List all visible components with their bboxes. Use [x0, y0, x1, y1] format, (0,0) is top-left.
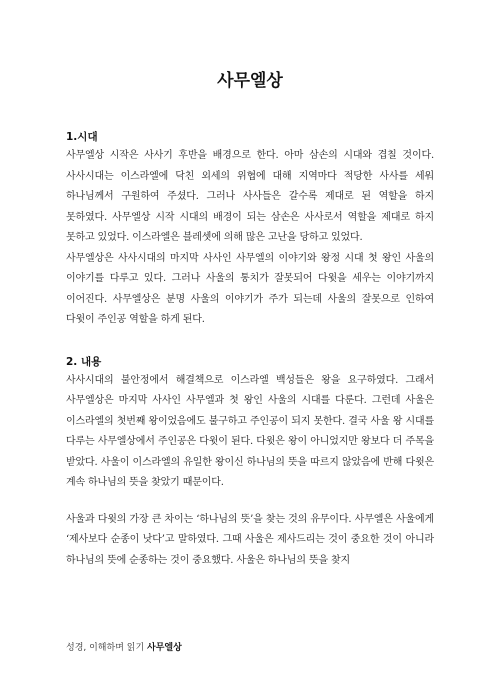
paragraph: 사무엘상 시작은 사사기 후반을 배경으로 한다. 아마 삼손의 시대와 겹칠 것이다. 사사시대는 이스라엘에 닥친 외세의 위협에 대해 지역마다 적당한 사사를 세워 하나님께서 구원하여 주셨다. 그러나 사사들은 갈수록 제대로 된 역할을 하지 못하였다. 사무엘상 시작 시대의 배경이 되는 삼손은 사사로서 역할을 제대로 하지 못하고 있었다. 이스라엘은 블레셋에 의해 많은 고난을 당하고 있었다.: [66, 150, 434, 243]
page-footer: [66, 640, 182, 653]
document-body: [66, 128, 434, 571]
footer-series-title: 성경, 이해하며 읽기: [66, 643, 145, 653]
footer-book-title: 사무엘상: [147, 643, 182, 653]
paragraph-spacer: [66, 494, 434, 510]
section-heading-era: 1.시대: [66, 131, 98, 143]
section-heading-content: 2. 내용: [66, 355, 102, 368]
paragraph: 사사시대의 불안정에서 해결책으로 이스라엘 백성들은 왕을 요구하였다. 그래서 사무엘상은 마지막 사사인 사무엘과 첫 왕인 사울의 시대를 다룬다. 그런데 사울은 이스라엘의 첫번째 왕이었음에도 불구하고 주인공이 되지 못한다. 결국 사울 왕 시대를 다루는 사무엘상에서 주인공은 다윗이 된다. 다윗은 왕이 아니었지만 왕보다 더 주목을 받았다. 사울이 이스라엘의 유일한 왕이신 하나님의 뜻을 따르지 않았음에 반해 다윗은 계속 하나님의 뜻을 찾았기 때문이다.: [66, 374, 434, 488]
paragraph: 사무엘상은 사사시대의 마지막 사사인 사무엘의 이야기와 왕정 시대 첫 왕인 사울의 이야기를 다루고 있다. 그러나 사울의 통치가 잘못되어 다윗을 세우는 이야기까지 이어진다. 사무엘상은 분명 사울의 이야기가 주가 되는데 사울의 잘못으로 인하여 다윗이 주인공 역할을 하게 된다.: [66, 252, 434, 325]
page-title: 사무엘상: [217, 71, 283, 91]
paragraph: 사울과 다윗의 가장 큰 차이는 ‘하나님의 뜻’을 찾는 것의 유무이다. 사무엘은 사울에게 ‘제사보다 순종이 낫다’고 말하였다. 그때 사울은 제사드리는 것이 중요한 것이 아니라 하나님의 뜻에 순종하는 것이 중요했다. 사울은 하나님의 뜻을 찾지: [66, 513, 434, 566]
section-spacer: [66, 331, 434, 353]
